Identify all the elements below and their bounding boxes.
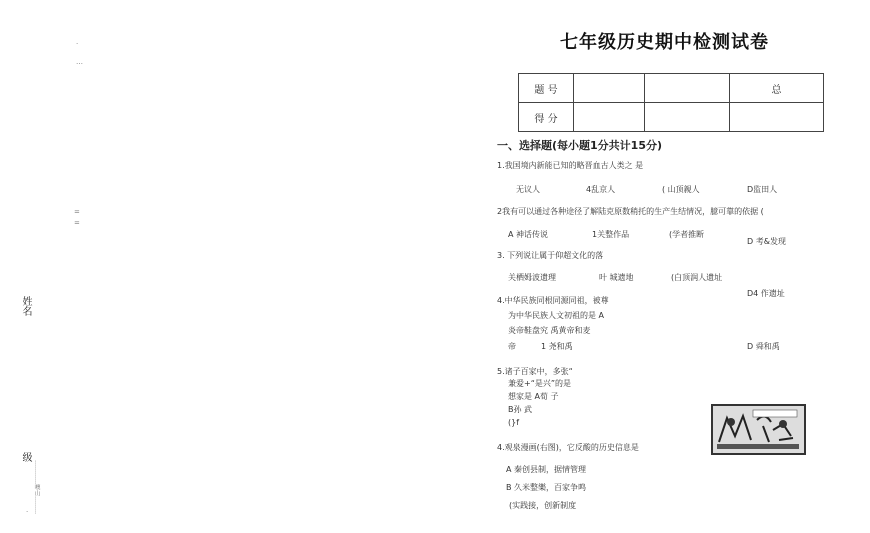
option-a: A 神话传说 xyxy=(508,230,549,239)
margin-dot: · xyxy=(76,40,79,48)
margin-dots: … xyxy=(76,58,83,66)
score-table-cell[interactable] xyxy=(645,74,730,103)
option-b: 叶 城遗地 xyxy=(599,273,634,282)
option-a: 无议人 xyxy=(516,185,540,194)
option-c: (实践接，创新制度 xyxy=(509,501,577,510)
option-c: 1 尧和禹 xyxy=(541,342,573,351)
option-d: D监田人 xyxy=(747,185,778,194)
question-4-line: 为中华民族人文初祖的是 A xyxy=(508,311,605,320)
margin-mark: = xyxy=(74,208,80,216)
question-5-line: 想家是 A荀 子 xyxy=(508,392,559,401)
question-1: 1.我国境内新能已知的略晋血古人类之 是 xyxy=(497,161,644,170)
question-5-line: B孙 武 xyxy=(508,405,533,414)
option-c: ( 山顶親人 xyxy=(662,185,700,194)
binding-line: …………噢山……… xyxy=(33,460,40,514)
score-table-cell[interactable] xyxy=(730,103,824,132)
question-4-line: 炎帝鞋盘究 禹黄帝和麦 xyxy=(508,326,591,335)
option-a: 关栖姆波遗理 xyxy=(508,273,556,282)
margin-dot: · xyxy=(26,508,29,516)
name-field-label: 姓名 xyxy=(20,296,31,316)
option-a: A 秦创县制，据情管理 xyxy=(506,465,587,474)
score-table-cell[interactable] xyxy=(645,103,730,132)
option-d: D4 作遗址 xyxy=(747,289,785,298)
class-field-label: 级 xyxy=(20,452,31,462)
exam-title: 七年级历史期中检测试卷 xyxy=(560,32,769,53)
question-3: 3. 下列说让属于仰超文化的落 xyxy=(497,251,604,260)
option-b: 4乱京人 xyxy=(586,185,616,194)
option-b: 1关整作品 xyxy=(592,230,630,239)
score-table-cell[interactable] xyxy=(574,103,645,132)
score-table-cell[interactable] xyxy=(574,74,645,103)
question-4-line: 帝 xyxy=(508,342,516,351)
score-table-row2-label: 得 分 xyxy=(519,103,574,132)
option-b: B 久米整樂，百家争鸣 xyxy=(506,483,587,492)
cartoon-image xyxy=(711,404,806,455)
score-table-total-label: 总 xyxy=(730,74,824,103)
score-table-row1-label: 题 号 xyxy=(519,74,574,103)
question-4: 4.中华民族同根同源同祖，被尊 xyxy=(497,296,609,305)
question-5: 5.诸子百家中，多张“ xyxy=(497,367,573,376)
margin-mark: = xyxy=(74,219,80,227)
option-d: D 考&发现 xyxy=(747,237,786,246)
option-c: (学者推断 xyxy=(669,230,705,239)
option-d: D 舜和禹 xyxy=(747,342,780,351)
question-5-line: (}f xyxy=(508,418,520,427)
score-table xyxy=(518,73,824,132)
question-2: 2我有可以通过各种途径了解陆克原数稍托的生产生结情况，臆可靠的依据 ( xyxy=(497,207,764,216)
question-5-line: 兼爱+“是兴”的是 xyxy=(508,379,571,388)
section-heading: 一、选择题(每小题1分共计15分) xyxy=(497,139,663,152)
question-6: 4.观泉漫画(右图)，它反酸的历史信息是 xyxy=(497,443,639,452)
option-c: (白顶润人遗址 xyxy=(671,273,723,282)
